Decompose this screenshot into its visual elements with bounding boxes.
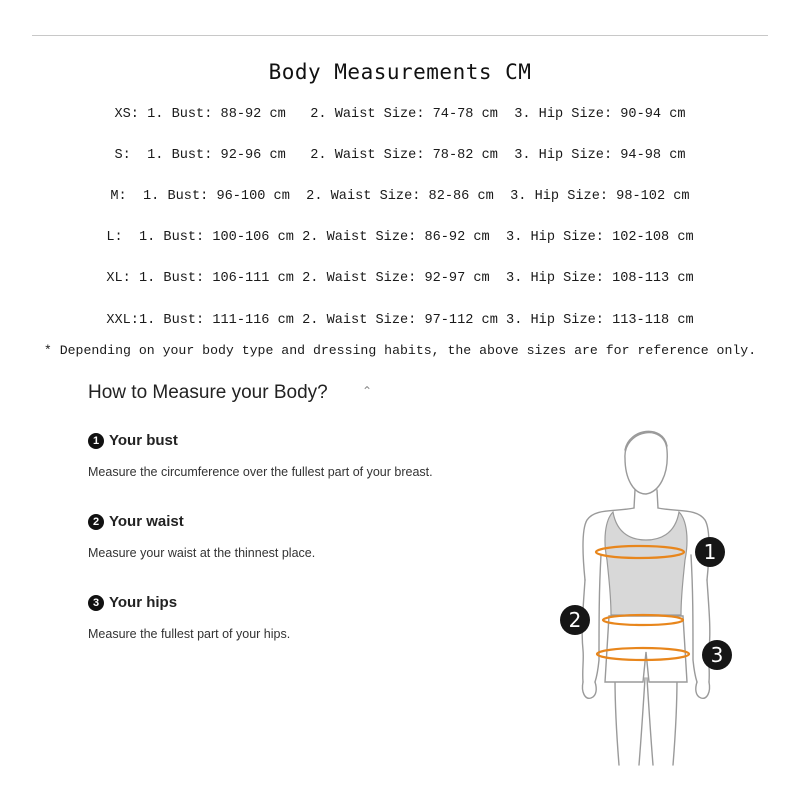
callout-2: 2 — [560, 605, 590, 635]
reference-note: * Depending on your body type and dressing habits, the above sizes are for reference only. — [43, 343, 757, 358]
howto-heading[interactable]: How to Measure your Body? — [88, 382, 328, 403]
number-2-icon: 2 — [88, 514, 104, 530]
step-bust-label: Your bust — [109, 432, 178, 449]
step-hips-desc: Measure the fullest part of your hips. — [88, 627, 291, 641]
body-outline-icon — [555, 420, 755, 770]
size-row-m: M: 1. Bust: 96-100 cm 2. Waist Size: 82-86 cm 3. Hip Size: 98-102 cm — [110, 189, 690, 204]
callout-1: 1 — [695, 537, 725, 567]
step-waist-desc: Measure your waist at the thinnest place. — [88, 546, 316, 560]
body-figure-illustration — [555, 420, 755, 770]
step-bust-desc: Measure the circumference over the fullest part of your breast. — [88, 465, 433, 479]
step-hips-title — [88, 594, 177, 611]
number-1-icon: 1 — [88, 433, 104, 449]
size-row-xl: XL: 1. Bust: 106-111 cm 2. Waist Size: 92-97 cm 3. Hip Size: 108-113 cm — [106, 271, 694, 286]
step-bust-title — [88, 432, 178, 449]
size-row-s: S: 1. Bust: 92-96 cm 2. Waist Size: 78-82 cm 3. Hip Size: 94-98 cm — [114, 148, 686, 163]
page-title: Body Measurements CM — [268, 60, 532, 84]
step-hips-label: Your hips — [109, 594, 178, 611]
size-row-xxl: XXL:1. Bust: 111-116 cm 2. Waist Size: 97-112 cm 3. Hip Size: 113-118 cm — [106, 313, 694, 328]
size-row-xs: XS: 1. Bust: 88-92 cm 2. Waist Size: 74-78 cm 3. Hip Size: 90-94 cm — [114, 107, 686, 122]
number-3-icon: 3 — [88, 595, 104, 611]
chevron-up-icon[interactable]: ⌃ — [362, 384, 373, 398]
size-row-l: L: 1. Bust: 100-106 cm 2. Waist Size: 86-92 cm 3. Hip Size: 102-108 cm — [106, 230, 694, 245]
callout-3: 3 — [702, 640, 732, 670]
step-waist-title — [88, 513, 184, 530]
top-divider — [32, 35, 768, 36]
step-waist-label: Your waist — [109, 513, 184, 530]
